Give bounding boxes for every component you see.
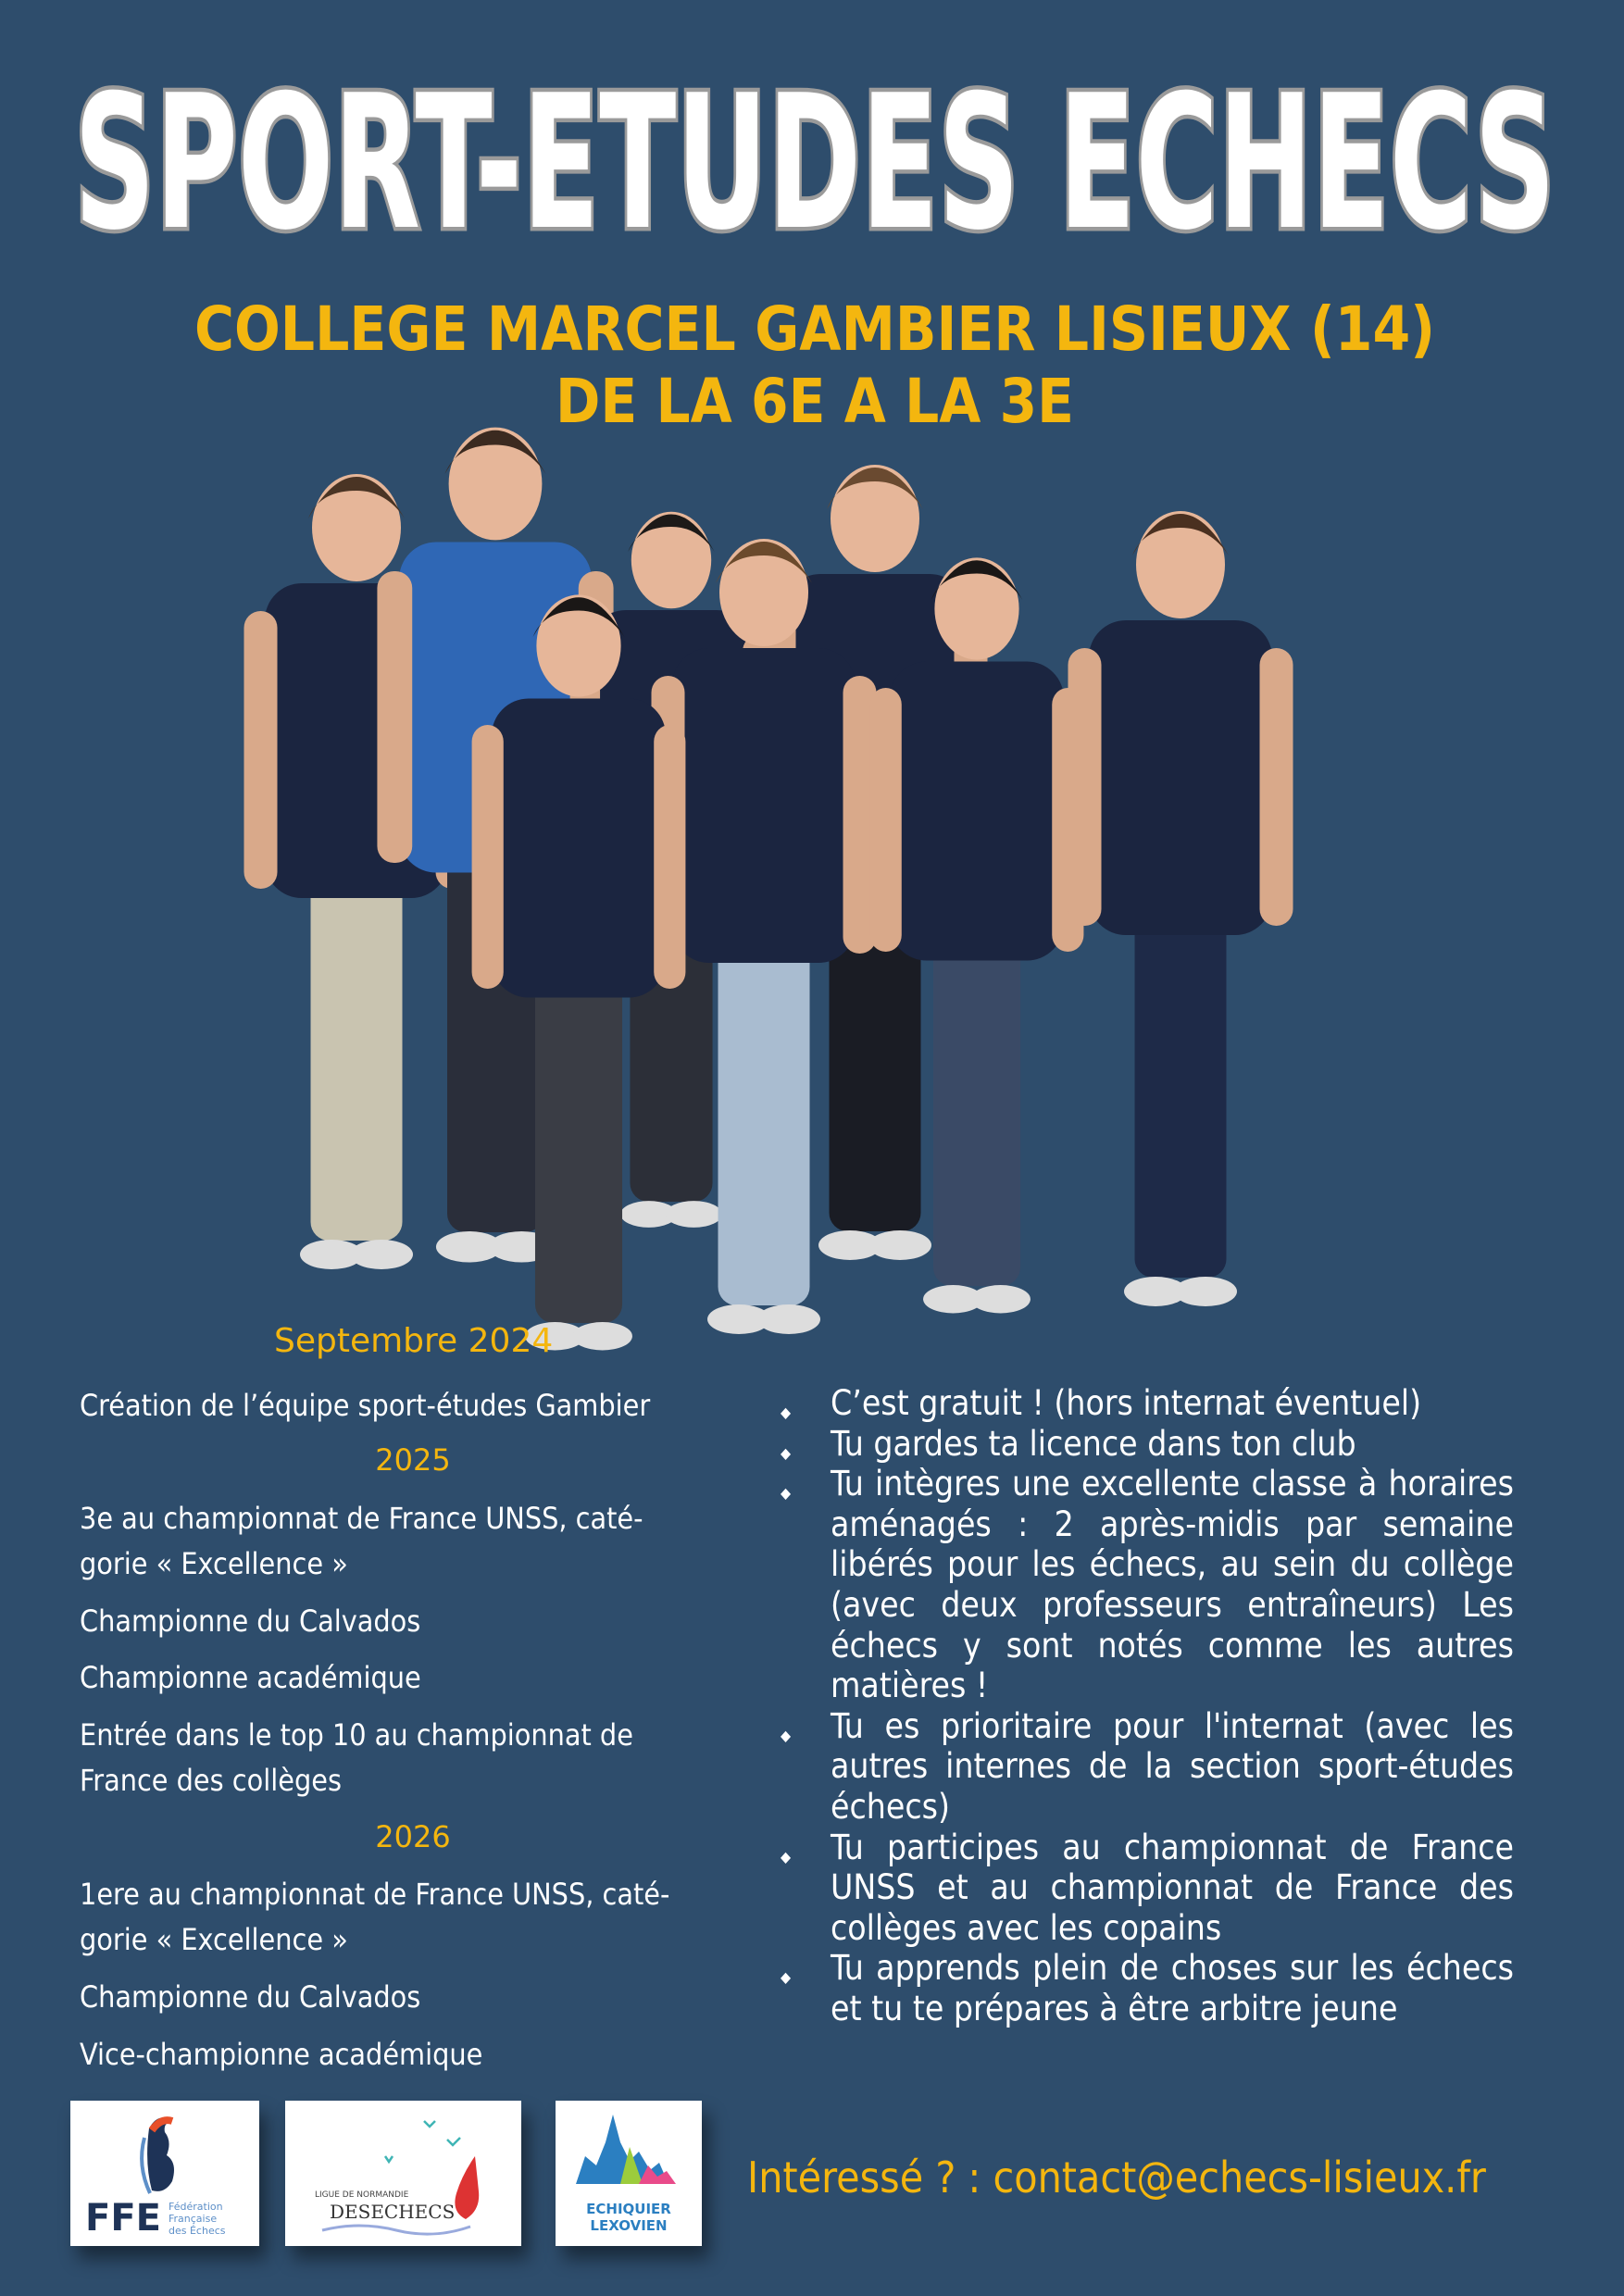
history-item: Championne académique: [80, 1660, 421, 1695]
history-item: 1ere au championnat de France UNSS, caté-: [80, 1877, 670, 1912]
benefit-item: [781, 1948, 1514, 2028]
history-item: gorie « Excellence »: [80, 1922, 348, 1957]
diamond-bullet-icon: ◆: [781, 1968, 792, 1987]
benefit-item: [781, 1828, 1514, 1949]
benefit-item: [781, 1464, 1514, 1706]
history-item: France des collèges: [80, 1763, 342, 1798]
team-photo: [208, 380, 1347, 1389]
svg-text:DESECHECS: DESECHECS: [330, 2201, 456, 2223]
svg-text:des Échecs: des Échecs: [169, 2225, 226, 2237]
diamond-bullet-icon: ◆: [781, 1726, 792, 1744]
benefit-text: Tu participes au championnat de France UNSS et au championnat de France des collèges avec les copains: [831, 1827, 1514, 1948]
svg-text:LEXOVIEN: LEXOVIEN: [590, 2217, 668, 2234]
benefit-item: [781, 1383, 1514, 1424]
diamond-bullet-icon: ◆: [781, 1847, 792, 1866]
year-heading-2026: 2026: [375, 1819, 451, 1854]
benefit-item: [781, 1706, 1514, 1828]
benefit-text: Tu gardes ta licence dans ton club: [831, 1423, 1356, 1464]
subtitle-line-2: DE LA 6E A LA 3E: [556, 366, 1074, 437]
history-item: 3e au championnat de France UNSS, caté-: [80, 1501, 643, 1536]
svg-text:ECHIQUIER: ECHIQUIER: [586, 2201, 671, 2217]
svg-text:LIGUE DE NORMANDIE: LIGUE DE NORMANDIE: [315, 2190, 409, 2200]
history-item: Championne du Calvados: [80, 1979, 421, 2015]
history-item: Vice-championne académique: [80, 2037, 483, 2072]
benefit-text: Tu intègres une excellente classe à horaires aménagés : 2 après-midis par semaine libérés pour les échecs, au sein du collège (avec deux professeurs entraîneurs) Les échecs y sont notés comme les autres matières !: [831, 1464, 1514, 1706]
poster-title: [56, 56, 1574, 268]
echiquier-lexovien-logo: [556, 2101, 702, 2246]
benefit-text: C’est gratuit ! (hors internat éventuel): [831, 1383, 1422, 1423]
svg-text:Française: Française: [169, 2213, 218, 2225]
svg-text:Fédération: Fédération: [169, 2201, 223, 2213]
benefits-list: [781, 1383, 1514, 2029]
ffe-logo: [70, 2101, 259, 2246]
history-item: gorie « Excellence »: [80, 1546, 348, 1581]
subtitle-line-1: COLLEGE MARCEL GAMBIER LISIEUX (14): [194, 293, 1435, 365]
diamond-bullet-icon: ◆: [781, 1404, 792, 1421]
history-item: Création de l’équipe sport-études Gambier: [80, 1388, 651, 1423]
diamond-bullet-icon: ◆: [781, 1443, 792, 1462]
ffe-logo-text: FFE: [85, 2197, 161, 2240]
benefit-text: Tu apprends plein de choses sur les échecs et tu te prépares à être arbitre jeune: [831, 1948, 1514, 2028]
history-item: Entrée dans le top 10 au championnat de: [80, 1717, 633, 1753]
benefit-item: [781, 1424, 1514, 1465]
title-text: SPORT-ETUDES ECHECS: [74, 56, 1555, 268]
diamond-bullet-icon: ◆: [781, 1484, 792, 1503]
contact-email-link[interactable]: Intéressé ? : contact@echecs-lisieux.fr: [747, 2152, 1486, 2202]
student-figure: [1068, 511, 1293, 1306]
benefit-text: Tu es prioritaire pour l'internat (avec les autres internes de la section sport-études échecs): [831, 1705, 1514, 1827]
ligue-normandie-logo: [285, 2101, 521, 2246]
year-heading-2024: Septembre 2024: [274, 1322, 554, 1360]
history-item: Championne du Calvados: [80, 1603, 421, 1639]
year-heading-2025: 2025: [375, 1442, 451, 1478]
